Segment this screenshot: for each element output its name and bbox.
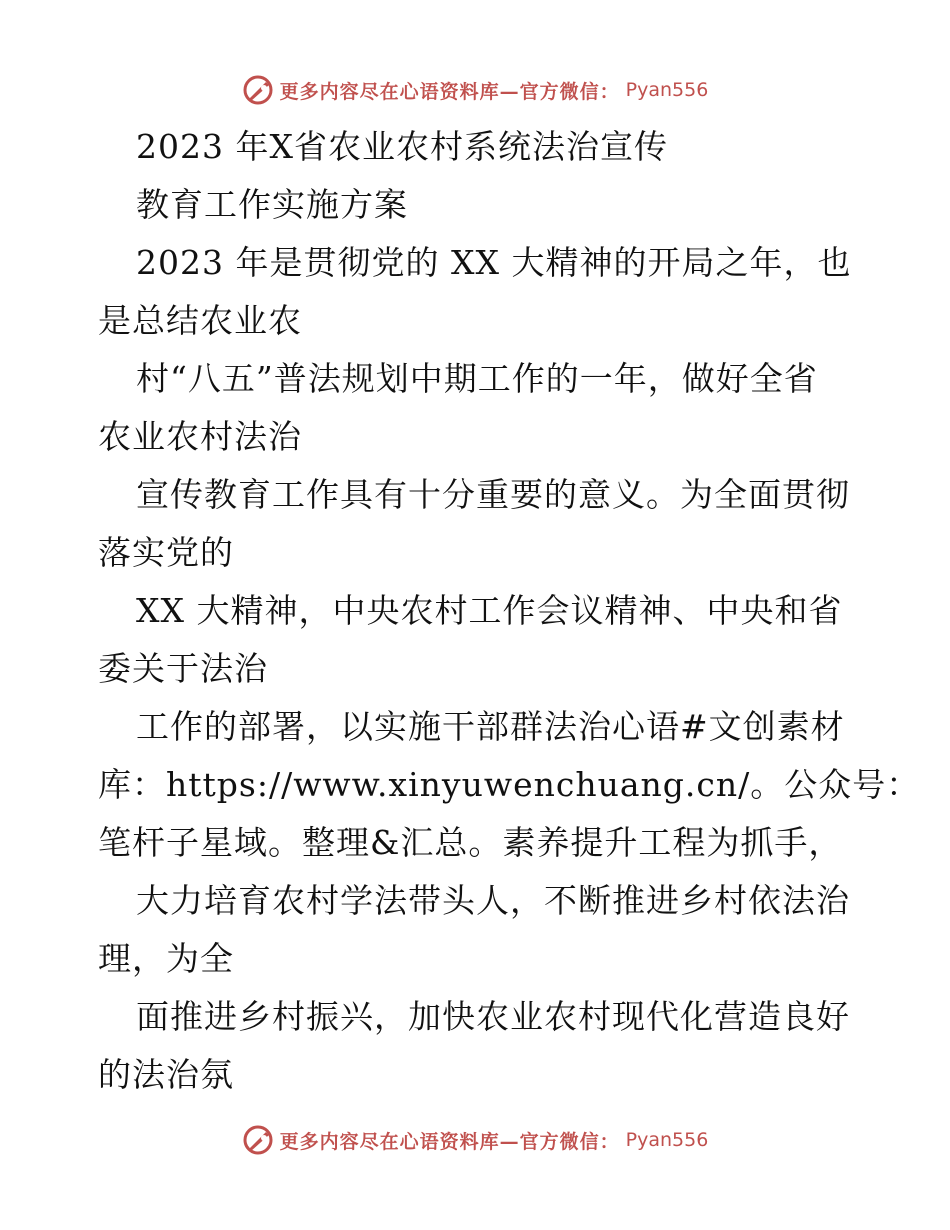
doc-text-line: 库：https://www.xinyuwenchuang.cn/。公众号： [98,765,921,804]
doc-title-line-2: 教育工作实施方案 [136,185,408,224]
doc-text-line: 大力培育农村学法带头人，不断推进乡村依法治 [136,881,850,920]
doc-text-line: 委关于法治 [98,649,268,688]
doc-text-line: 宣传教育工作具有十分重要的意义。为全面贯彻 [136,475,850,514]
watermark-text: 更多内容尽在心语资料库—官方微信： [279,80,620,103]
doc-text-line: XX 大精神，中央农村工作会议精神、中央和省 [136,591,843,630]
doc-text-line: 笔杆子星域。整理&汇总。素养提升工程为抓手， [98,823,843,862]
doc-text-line: 工作的部署，以实施干部群法治心语#文创素材 [136,707,845,746]
watermark-contact: Pyan556 [625,79,709,101]
footer-watermark-banner [0,1120,950,1160]
watermark-contact: Pyan556 [625,1129,709,1151]
doc-text-line: 2023 年是贯彻党的 XX 大精神的开局之年，也 [136,243,852,282]
doc-text-line: 的法治氛 [98,1055,234,1094]
doc-title-line-1: 2023 年X省农业农村系统法治宣传 [136,127,668,166]
doc-text-line: 是总结农业农 [98,301,302,340]
doc-text-line: 面推进乡村振兴，加快农业农村现代化营造良好 [136,997,850,1036]
doc-text-line: 农业农村法治 [98,417,302,456]
watermark-text: 更多内容尽在心语资料库—官方微信： [279,1130,620,1153]
doc-text-line: 村“八五”普法规划中期工作的一年，做好全省 [136,359,818,398]
quill-logo-icon [242,1124,274,1156]
quill-logo-icon [242,74,274,106]
document-body [98,118,921,1104]
header-watermark-banner [0,70,950,110]
doc-text-line: 理，为全 [98,939,234,978]
doc-text-line: 落实党的 [98,533,234,572]
